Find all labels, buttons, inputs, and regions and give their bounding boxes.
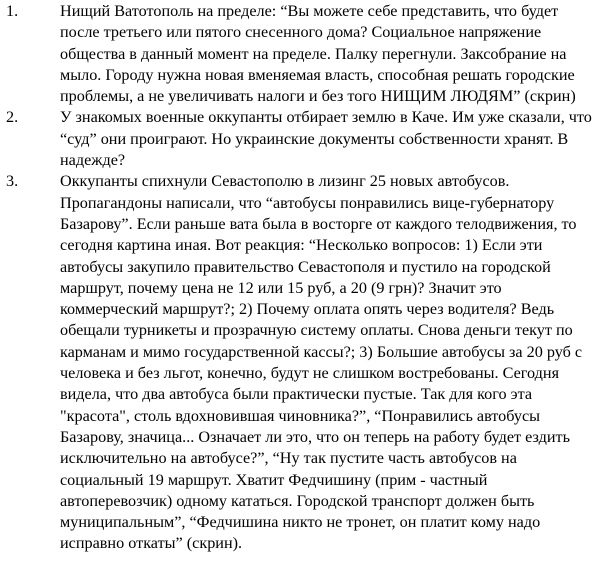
text-line: карманам и мимо государственной кассы?; 3) Большие автобусы за 20 руб с	[60, 342, 583, 361]
text-line: коммерческий маршрут?; 2) Почему оплата опять через водителя? Ведь	[60, 300, 555, 319]
text-line: автобусы закупило правительство Севастополя и пустило на городской	[60, 257, 551, 276]
text-line: сегодня картина иная. Вот реакция: “Несколько вопросов: 1) Если эти	[60, 236, 543, 255]
text-line: автоперевозчик) одному кататься. Городской транспорт должен быть	[60, 491, 535, 510]
text-line: проблемы, а не увеличивать налоги и без того НИЩИМ ЛЮДЯМ” (скрин)	[60, 87, 576, 106]
text-line: "красота", столь вдохновившая чиновника?”, “Понравились автобусы	[60, 406, 541, 425]
text-line: исключительно на автобусе?”, “Ну так пустите часть автобусов на	[60, 449, 517, 468]
text-line: после третьего или пятого снесенного дома? Социальное напряжение	[60, 23, 542, 42]
text-line: муниципальным”, “Федчишина никто не тронет, он платит кому надо	[60, 513, 541, 532]
numbered-list	[6, 1, 602, 555]
text-line: видела, что два автобуса были практически пустые. Так для кого эта	[60, 385, 533, 404]
text-line: социальный 19 маршрут. Хватит Федчишину (прим - частный	[60, 470, 488, 489]
list-item-number: 2.	[6, 108, 19, 127]
text-line: Нищий Ватотополь на пределе: “Вы можете себе представить, что будет	[60, 2, 559, 20]
text-line: общества в данный момент на пределе. Палку перегнули. Заксобрание на	[60, 44, 567, 63]
text-line: Базарову”. Если раньше вата была в восторге от каждого телодвижения, то	[60, 214, 577, 233]
text-line: Оккупанты спихнули Севастополю в лизинг 25 новых автобусов.	[60, 172, 510, 191]
list-item	[6, 1, 602, 107]
text-line: исправно откаты” (скрин).	[60, 534, 243, 553]
text-line: обещали турникеты и прозрачную систему оплаты. Снова деньги текут по	[60, 321, 573, 340]
text-line: Базарову, значица... Означает ли это, что он теперь на работу будет ездить	[60, 427, 570, 446]
list-item	[6, 107, 602, 171]
list-item-text	[60, 1, 602, 107]
text-line: У знакомых военные оккупанты отбирает землю в Каче. Им уже сказали, что	[60, 108, 592, 127]
list-item-number: 1.	[6, 2, 19, 20]
list-item	[6, 171, 602, 554]
list-item-text	[60, 171, 602, 554]
list-item-number: 3.	[6, 172, 19, 191]
text-line: человека и без льгот, конечно, будут не слишком востребованы. Сегодня	[60, 364, 560, 383]
text-line: мыло. Городу нужна новая вменяемая власть, способная решать городские	[60, 65, 575, 84]
list-item-text	[60, 107, 602, 171]
text-line: Пропагандоны написали, что “автобусы понравились вице-губернатору	[60, 193, 555, 212]
text-line: маршрут, почему цена не 12 или 15 руб, а 20 (9 грн)? Значит это	[60, 278, 502, 297]
text-line: надежде?	[60, 151, 126, 170]
text-line: “суд” они проиграют. Но украинские документы собственности хранят. В	[60, 129, 569, 148]
